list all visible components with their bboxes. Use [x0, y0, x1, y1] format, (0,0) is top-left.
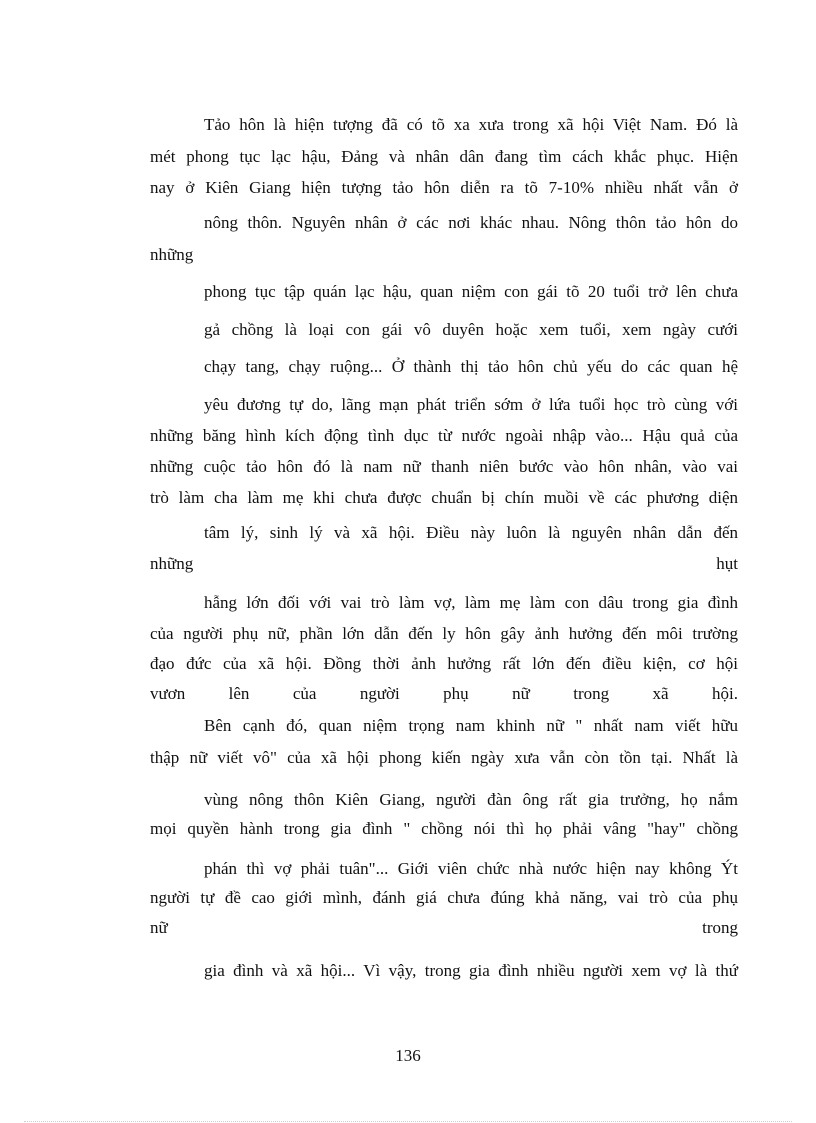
footer-divider — [24, 1121, 792, 1122]
paragraph-line: nông thôn. Nguyên nhân ở các nơi khác nhau. Nông thôn tảo hôn do — [204, 213, 738, 232]
paragraph-line: thập nữ viết vô" của xã hội phong kiến ngày xưa vẫn còn tồn tại. Nhất là — [150, 748, 738, 767]
paragraph-line: đạo đức của xã hội. Đồng thời ảnh hưởng rất lớn đến điều kiện, cơ hội — [150, 654, 738, 673]
paragraph-line: phán thì vợ phải tuân"... Giới viên chức nhà nước hiện nay không Ýt — [204, 859, 738, 878]
paragraph-line: người tự đề cao giới mình, đánh giá chưa đúng khả năng, vai trò của phụ — [150, 888, 738, 907]
paragraph-line: những cuộc tảo hôn đó là nam nữ thanh niên bước vào hôn nhân, vào vai — [150, 457, 738, 476]
paragraph-line-left: những — [150, 554, 194, 573]
paragraph-line: mọi quyền hành trong gia đình " chồng nói thì họ phải vâng "hay" chồng — [150, 819, 738, 838]
paragraph-line: mét phong tục lạc hậu, Đảng và nhân dân đang tìm cách khắc phục. Hiện — [150, 147, 738, 166]
paragraph-line-right: hụt — [716, 554, 738, 573]
paragraph-line: gia đình và xã hội... Vì vậy, trong gia đình nhiều người xem vợ là thứ — [204, 961, 738, 980]
paragraph-line: gả chồng là loại con gái vô duyên hoặc xem tuổi, xem ngày cưới — [204, 320, 738, 339]
paragraph-line: nay ở Kiên Giang hiện tượng tảo hôn diễn ra tõ 7-10% nhiều nhất vẫn ở — [150, 178, 738, 197]
paragraph-line: yêu đương tự do, lãng mạn phát triển sớm ở lứa tuổi học trò cùng với — [204, 395, 738, 414]
paragraph-line: tâm lý, sinh lý và xã hội. Điều này luôn là nguyên nhân dẫn đến — [204, 523, 738, 542]
paragraph-line: chạy tang, chạy ruộng... Ở thành thị tảo hôn chủ yếu do các quan hệ — [204, 357, 738, 376]
paragraph-line: vùng nông thôn Kiên Giang, người đàn ông rất gia trưởng, họ nắm — [204, 790, 738, 809]
paragraph-line-left: nữ — [150, 918, 168, 937]
paragraph-line: Tảo hôn là hiện tượng đã có tõ xa xưa trong xã hội Việt Nam. Đó là — [204, 115, 738, 134]
paragraph-line: hẫng lớn đối với vai trò làm vợ, làm mẹ làm con dâu trong gia đình — [204, 593, 738, 612]
page-number: 136 — [395, 1046, 421, 1065]
paragraph-line: của người phụ nữ, phần lớn dẫn đến ly hôn gây ảnh hưởng đến môi trường — [150, 624, 738, 643]
paragraph-line: trò làm cha làm mẹ khi chưa được chuẩn bị chín muồi về các phương diện — [150, 488, 738, 507]
paragraph-line-right: trong — [702, 918, 738, 937]
paragraph-line: những băng hình kích động tình dục từ nước ngoài nhập vào... Hậu quả của — [150, 426, 738, 445]
paragraph-line: phong tục tập quán lạc hậu, quan niệm con gái tõ 20 tuổi trở lên chưa — [204, 282, 738, 301]
paragraph-line: những — [150, 245, 194, 264]
paragraph-line: vươn lên của người phụ nữ trong xã hội. — [150, 684, 738, 703]
paragraph-line: Bên cạnh đó, quan niệm trọng nam khinh nữ " nhất nam viết hữu — [204, 716, 738, 735]
